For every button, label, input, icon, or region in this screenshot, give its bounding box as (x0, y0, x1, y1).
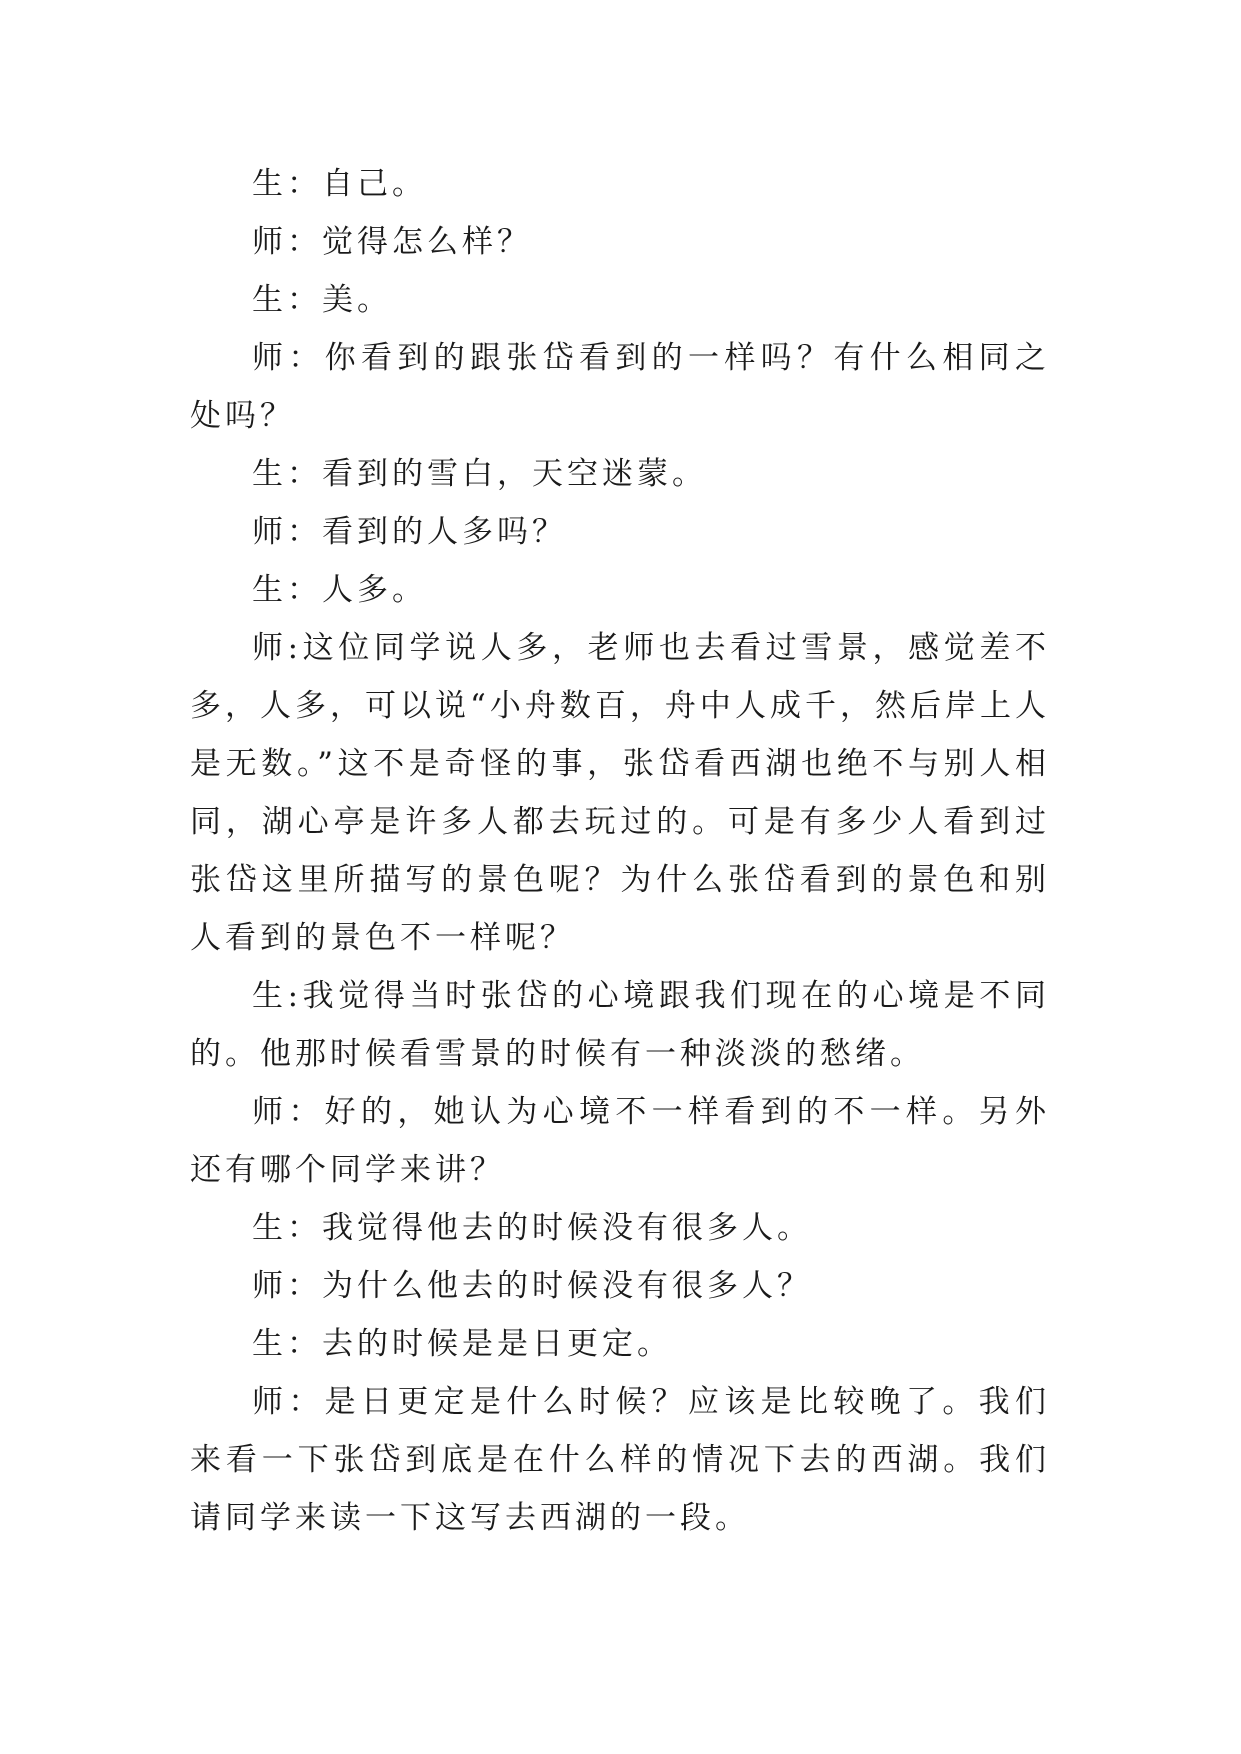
paragraph: 师:这位同学说人多，老师也去看过雪景，感觉差不多，人多，可以说“小舟数百，舟中人成千，然后岸上人是无数。”这不是奇怪的事，张岱看西湖也绝不与别人相同，湖心亭是许多人都去玩过的。可是有多少人看到过张岱这里所描写的景色呢？为什么张岱看到的景色和别人看到的景色不一样呢？ (190, 630, 1050, 956)
paragraph: 师：觉得怎么样？ (252, 224, 532, 260)
paragraph: 生：我觉得他去的时候没有很多人。 (252, 1210, 812, 1246)
paragraph: 生：看到的雪白，天空迷蒙。 (252, 456, 707, 492)
paragraph: 师：好的，她认为心境不一样看到的不一样。另外还有哪个同学来讲？ (190, 1094, 1050, 1188)
paragraph: 师：看到的人多吗？ (252, 514, 567, 550)
paragraph: 生：去的时候是是日更定。 (252, 1326, 672, 1362)
paragraph: 生：美。 (252, 282, 392, 318)
paragraph: 生：自己。 (252, 166, 427, 202)
paragraph: 生：人多。 (252, 572, 427, 608)
paragraph: 师：是日更定是什么时候？应该是比较晚了。我们来看一下张岱到底是在什么样的情况下去的西湖。我们请同学来读一下这写去西湖的一段。 (190, 1384, 1050, 1536)
paragraph: 师：你看到的跟张岱看到的一样吗？有什么相同之处吗？ (190, 340, 1050, 434)
paragraph: 师：为什么他去的时候没有很多人？ (252, 1268, 812, 1304)
document-page (190, 155, 1050, 1547)
paragraph: 生:我觉得当时张岱的心境跟我们现在的心境是不同的。他那时候看雪景的时候有一种淡淡的愁绪。 (190, 978, 1050, 1072)
